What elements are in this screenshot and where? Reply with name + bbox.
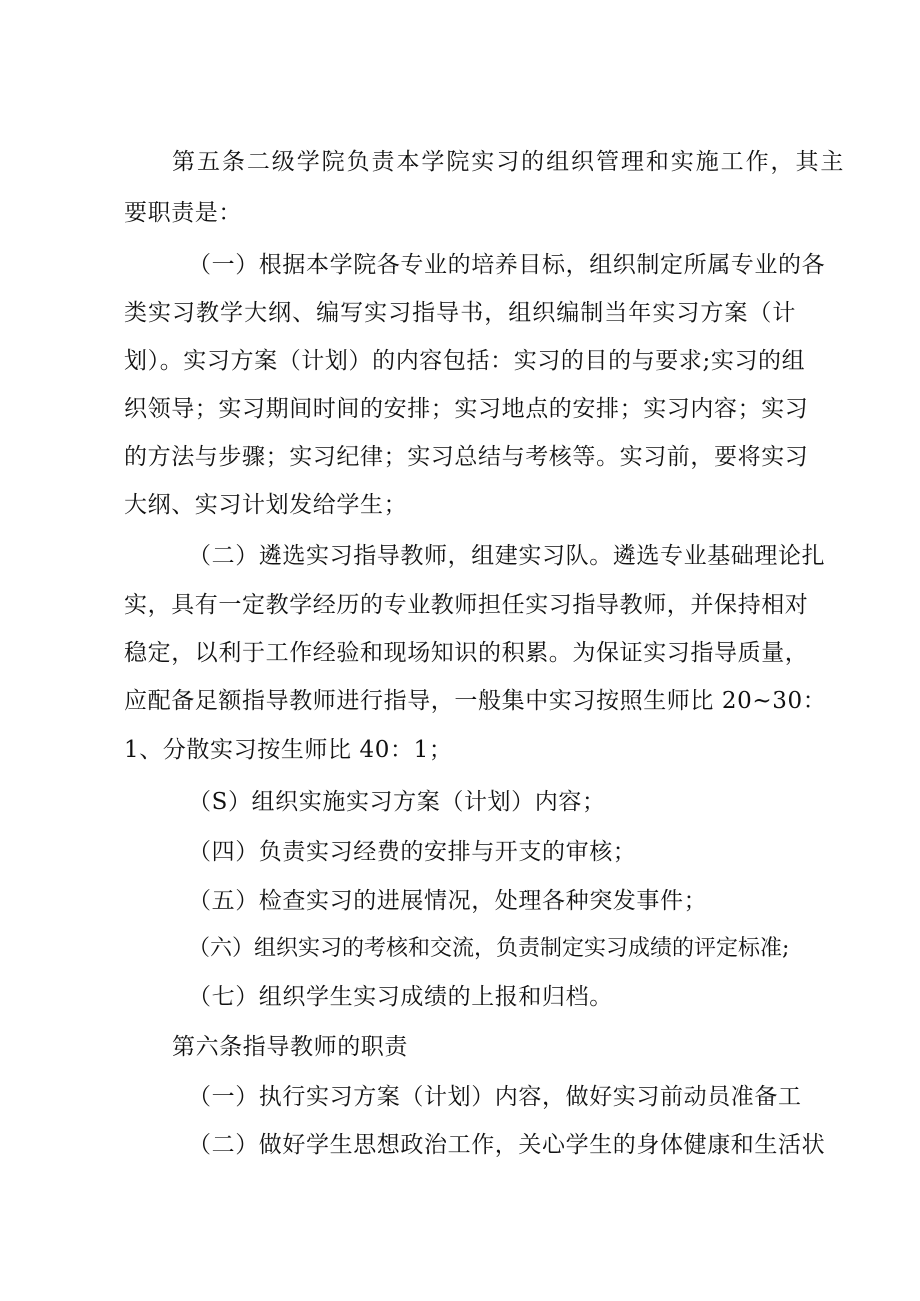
article-6-item-1-line: （一）执行实习方案（计划）内容，做好实习前动员准备工 xyxy=(188,1084,802,1110)
item-1-line: （一）根据本学院各专业的培养目标，组织制定所属专业的各 xyxy=(188,252,826,278)
item-2-line-cont: 1、分散实习按生师比 40：1； xyxy=(124,737,453,763)
item-5-line: （五）检查实习的进展情况，处理各种突发事件； xyxy=(188,888,708,914)
item-2-line-cont: 应配备足额指导教师进行指导，一般集中实习按照生师比 20~30： xyxy=(124,688,827,714)
item-1-line-cont: 类实习教学大纲、编写实习指导书，组织编制当年实习方案（计 xyxy=(124,300,796,326)
item-1-line-cont: 织领导；实习期间时间的安排；实习地点的安排；实习内容；实习 xyxy=(124,396,809,422)
article-5-heading-line-cont: 要职责是： xyxy=(124,200,242,226)
item-2-line-cont: 稳定，以利于工作经验和现场知识的积累。为保证实习指导质量， xyxy=(124,640,809,666)
item-2-line-cont: 实，具有一定教学经历的专业教师担任实习指导教师，并保持相对 xyxy=(124,592,809,618)
item-6-line: （六）组织实习的考核和交流，负责制定实习成绩的评定标准; xyxy=(188,936,790,961)
item-1-line-cont: 大纲、实习计划发给学生； xyxy=(124,492,408,518)
item-1-line-cont: 划）。实习方案（计划）的内容包括：实习的目的与要求;实习的组 xyxy=(124,348,806,374)
item-1-line-cont: 的方法与步骤；实习纪律；实习总结与考核等。实习前，要将实习 xyxy=(124,444,809,470)
item-2-line: （二）遴选实习指导教师，组建实习队。遴选专业基础理论扎 xyxy=(188,543,826,569)
item-4-line: （四）负责实习经费的安排与开支的审核； xyxy=(188,839,637,865)
article-6-heading: 第六条指导教师的职责 xyxy=(172,1034,408,1060)
article-5-heading-line: 第五条二级学院负责本学院实习的组织管理和实施工作，其主 xyxy=(172,149,844,175)
item-3-line: （S）组织实施实习方案（计划）内容； xyxy=(188,789,606,815)
article-6-item-2-line: （二）做好学生思想政治工作，关心学生的身体健康和生活状 xyxy=(188,1132,826,1158)
item-7-line: （七）组织学生实习成绩的上报和归档。 xyxy=(188,984,613,1010)
